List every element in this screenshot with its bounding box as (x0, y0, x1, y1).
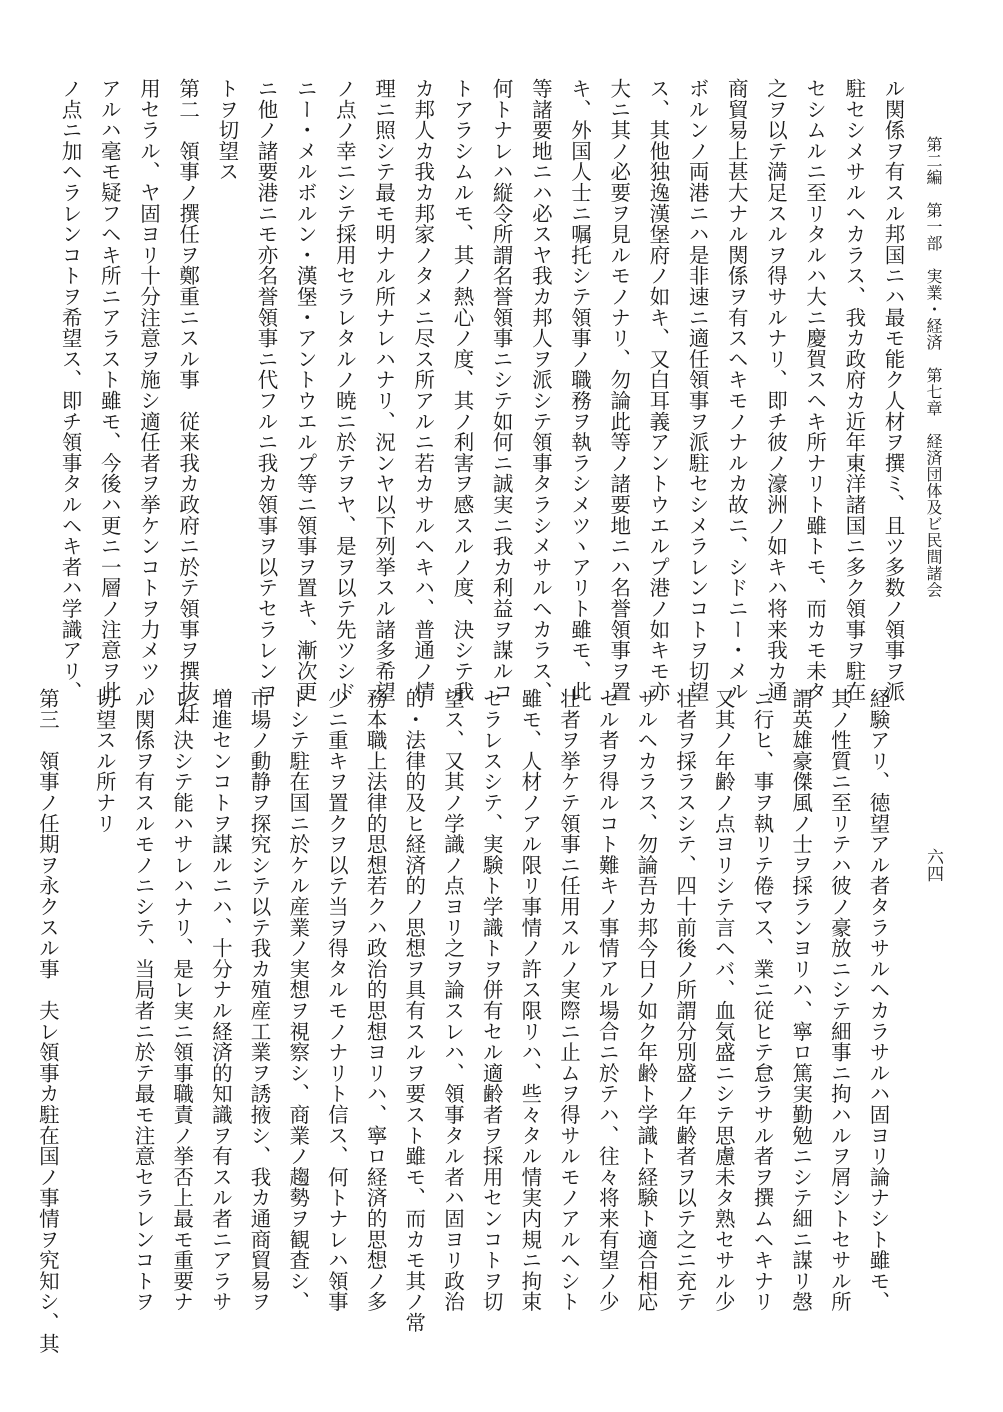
text-line: 壮者ヲ採ラスシテ、四十前後ノ所謂分別盛ノ年齢者ヲ以テ之ニ充テ (672, 688, 697, 1312)
text-line: トヲ切望ス (214, 78, 239, 182)
text-line: 大ニ其ノ必要ヲ見ルモノナリ、勿論此等ノ諸要地ニハ名誉領事ヲ置 (606, 78, 631, 702)
text-line: 経験アリ、徳望アル者タラサルヘカラサルハ固ヨリ論ナシト雖モ、 (866, 688, 890, 1312)
text-line: 謂英雄豪傑風ノ士ヲ採ランヨリハ、寧ロ篤実勤勉ニシテ細ニ謀リ愨 (788, 688, 813, 1312)
text-line: 切望スル所ナリ (92, 688, 117, 834)
section-heading-line: 第三 領事ノ任期ヲ永クスル事 夫レ領事カ駐在国ノ事情ヲ究知シ、其 (35, 688, 60, 1354)
text-line: ル関係ヲ有スルモノニシテ、当局者ニ於テ最モ注意セラレンコトヲ (130, 688, 155, 1312)
text-line: アルハ毫モ疑フヘキ所ニアラスト雖モ、今後ハ更ニ一層ノ注意ヲ此 (97, 78, 122, 702)
text-line: 用セラル、ヤ固ヨリ十分注意ヲ施シ適任者ヲ挙ケンコトヲ力メツヽ (136, 78, 161, 702)
text-line: ニ行ヒ、事ヲ執リテ倦マス、業ニ従ヒテ怠ラサル者ヲ撰ムヘキナリ (749, 688, 774, 1312)
text-line: 的・法律的及ヒ経済的ノ思想ヲ具有スルヲ要スト雖モ、而カモ其ノ常 (401, 688, 426, 1333)
text-line: 駐セシメサルヘカラス、我カ政府カ近年東洋諸国ニ多ク領事ヲ駐在 (841, 78, 866, 702)
text-line: 務本職上法律的思想若クハ政治的思想ヨリハ、寧ロ経済的思想ノ多 (363, 688, 388, 1312)
text-line: ス、其他独逸漢堡府ノ如キ、又白耳義アントウエルプ港ノ如キモ亦 (645, 78, 670, 702)
text-line: 又其ノ年齢ノ点ヨリシテ言ヘバ、血気盛ニシテ思慮未タ熟セサル少 (711, 688, 736, 1312)
text-line: 其ノ性質ニ至リテハ彼ノ豪放ニシテ細事ニ拘ハルヲ屑シトセサル所 (827, 688, 852, 1312)
text-line: 市場ノ動静ヲ探究シテ以テ我カ殖産工業ヲ誘掖シ、我カ通商貿易ヲ (247, 688, 271, 1312)
text-line: 雖モ、人材ノアル限リ事情ノ許ス限リハ、些々タル情実内規ニ拘束 (517, 688, 542, 1312)
text-line: セル者ヲ得ルコト難キノ事情アル場合ニ於テハ、往々将来有望ノ少 (595, 688, 620, 1312)
text-line: 望ス、又其ノ学識ノ点ヨリ之ヲ論スレハ、領事タル者ハ固ヨリ政治 (440, 688, 465, 1312)
text-line: レハ決シテ能ハサレハナリ、是レ実ニ領事職責ノ挙否上最モ重要ナ (169, 688, 194, 1312)
text-line: サルヘカラス、勿論吾カ邦今日ノ如ク年齢ト学識ト経験ト適合相応 (633, 688, 658, 1312)
text-line: セラレスシテ、実験ト学識トヲ併有セル適齢者ヲ採用センコトヲ切 (479, 688, 504, 1312)
page-number: 六四 (923, 848, 943, 882)
text-line: ノ点ニ加ヘラレンコトヲ希望ス、即チ領事タルヘキ者ハ学識アリ、 (58, 78, 83, 702)
text-line: トアラシムルモ、其ノ熱心ノ度、其ノ利害ヲ感スルノ度、決シテ我 (449, 78, 474, 702)
text-line: ノ点ノ幸ニシテ採用セラレタルノ暁ニ於テヲヤ、是ヲ以テ先ツシド (332, 78, 357, 702)
text-line: 等諸要地ニハ必スヤ我カ邦人ヲ派シテ領事タラシメサルヘカラス、 (528, 78, 553, 702)
text-line: カ邦人カ我カ邦家ノタメニ尽ス所アルニ若カサルヘキハ、普通ノ情 (410, 78, 435, 702)
text-line: 理ニ照シテ最モ明ナル所ナレハナリ、況ンヤ以下列挙スル諸多希望 (371, 78, 396, 702)
text-line: 之ヲ以テ満足スルヲ得サルナリ、即チ彼ノ濠洲ノ如キハ将来我カ通 (763, 78, 788, 702)
text-block-upper (58, 78, 905, 723)
text-line: 増進センコトヲ謀ルニハ、十分ナル経済的知識ヲ有スル者ニアラサ (208, 688, 233, 1312)
text-line: 少ニ重キヲ置クヲ以テ当ヲ得タルモノナリト信ス、何トナレハ領事 (324, 688, 349, 1312)
text-line: 商貿易上甚大ナル関係ヲ有スヘキモノナルカ故ニ、シドニー・メル (724, 78, 749, 702)
text-line: トシテ駐在国ニ於ケル産業ノ実想ヲ視察シ、商業ノ趨勢ヲ観査シ、 (285, 688, 310, 1312)
text-line: 壮者ヲ挙ケテ領事ニ任用スルノ実際ニ止ムヲ得サルモノアルヘシト (556, 688, 581, 1312)
text-line: ニ他ノ諸要港ニモ亦名誉領事ニ代フルニ我カ領事ヲ以テセラレンコ (254, 78, 278, 702)
text-line: ル関係ヲ有スル邦国ニハ最モ能ク人材ヲ撰ミ、且ツ多数ノ領事ヲ派 (881, 78, 905, 702)
section-heading-line: 第二 領事ノ撰任ヲ鄭重ニスル事 従来我カ政府ニ於テ領事ヲ撰抜任 (175, 78, 200, 723)
text-line: ボルンノ両港ニハ是非速ニ適任領事ヲ派駐セシメラレンコトヲ切望 (685, 78, 710, 702)
text-line: ニー・メルボルン・漢堡・アントウエルプ等ニ領事ヲ置キ、漸次更 (293, 78, 318, 702)
text-line: セシムルニ至リタルハ大ニ慶賀スヘキ所ナリト雖トモ、而カモ未タ (802, 78, 827, 702)
text-block-lower (35, 688, 890, 1378)
text-line: キ、外国人士ニ嘱托シテ領事ノ職務ヲ執ラシメツヽアリト雖モ、此 (567, 78, 592, 702)
running-header: 第二編 第一部 実業・経済 第七章 経済団体及ビ民間諸会 (924, 136, 943, 598)
text-line: 何トナレハ縦令所謂名誉領事ニシテ如何ニ誠実ニ我カ利益ヲ謀ルコ (489, 78, 514, 702)
